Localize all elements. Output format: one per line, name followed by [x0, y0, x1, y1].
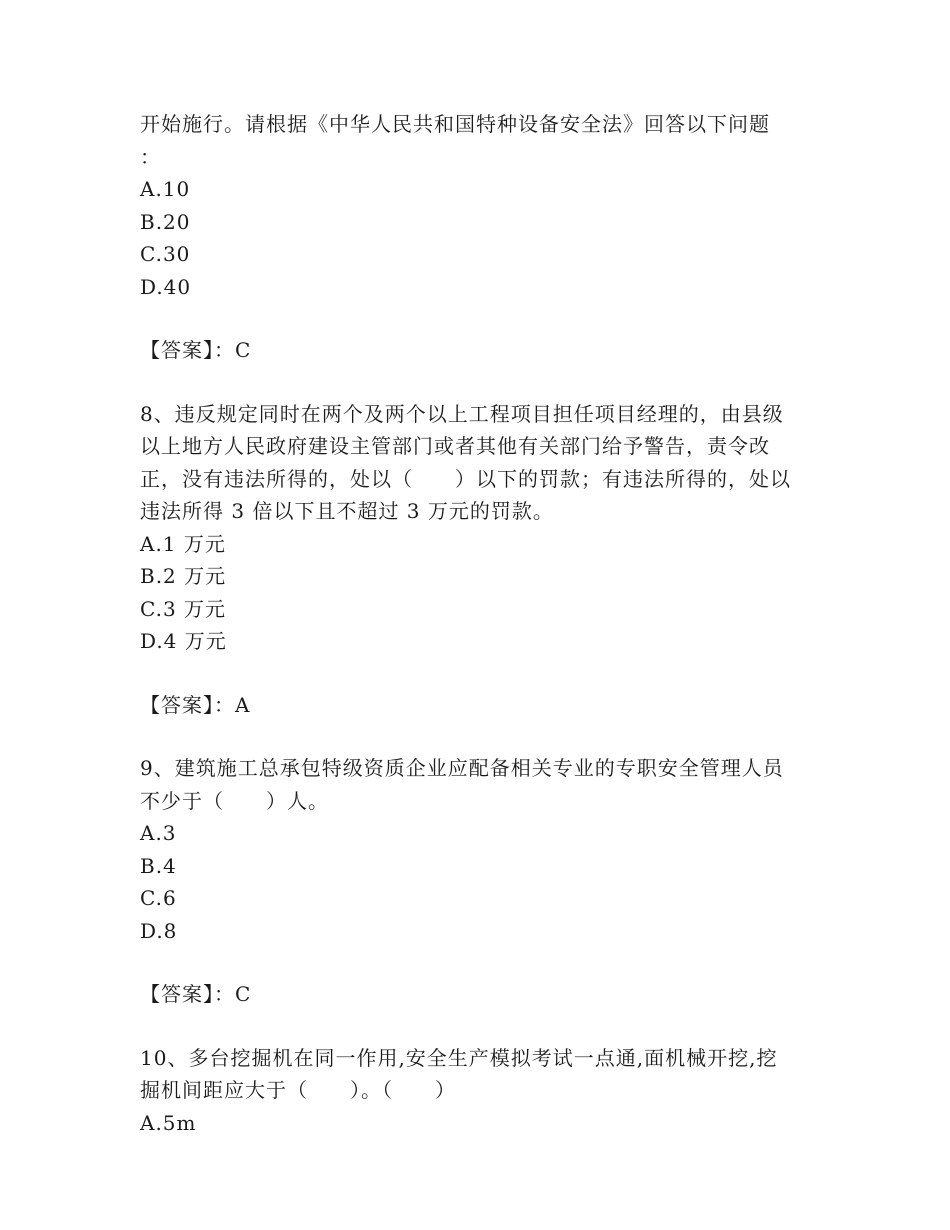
question-10	[140, 1042, 820, 1140]
option-b: B.20	[140, 209, 191, 234]
option-b: B.4	[140, 853, 177, 878]
document-page	[140, 108, 820, 1139]
question-stem-line: 8、违反规定同时在两个及两个以上工程项目担任项目经理的，由县级	[140, 401, 784, 426]
question-7	[140, 108, 820, 398]
question-stem-line: 掘机间距应大于（ ）。（ ）	[140, 1078, 456, 1102]
question-8	[140, 398, 820, 753]
spacer	[140, 658, 820, 689]
answer-line: 【答案】：A	[140, 692, 251, 717]
spacer	[140, 1011, 820, 1042]
option-c: C.6	[140, 886, 177, 910]
option-a: A.5m	[140, 1110, 197, 1135]
option-a: A.10	[140, 177, 191, 201]
option-b: B.2 万元	[140, 564, 227, 588]
question-stem-line: 违法所得 3 倍以下且不超过 3 万元的罚款。	[140, 499, 554, 523]
spacer	[140, 721, 820, 752]
answer-line: 【答案】：C	[140, 338, 252, 362]
question-9	[140, 752, 820, 1042]
spacer	[140, 947, 820, 978]
question-stem-line: 10、多台挖掘机在同一作用,安全生产模拟考试一点通,面机械开挖,挖	[140, 1045, 778, 1070]
answer-line: 【答案】：C	[140, 982, 252, 1006]
option-c: C.3 万元	[140, 596, 227, 621]
option-a: A.3	[140, 821, 177, 845]
question-stem-line: 9、建筑施工总承包特级资质企业应配备相关专业的专职安全管理人员	[140, 756, 784, 780]
spacer	[140, 303, 820, 334]
option-d: D.4 万元	[140, 629, 227, 653]
option-c: C.30	[140, 242, 191, 266]
option-d: D.8	[140, 918, 178, 943]
option-d: D.40	[140, 274, 192, 299]
question-stem-line: 开始施行。请根据《中华人民共和国特种设备安全法》回答以下问题	[140, 112, 770, 136]
spacer	[140, 367, 820, 398]
question-stem-line: ：	[140, 144, 161, 169]
question-stem-line: 以上地方人民政府建设主管部门或者其他有关部门给予警告，责令改	[140, 434, 770, 458]
option-a: A.1 万元	[140, 531, 226, 556]
question-stem-line: 正，没有违法所得的，处以（ ）以下的罚款；有违法所得的，处以	[140, 466, 791, 491]
question-stem-line: 不少于（ ）人。	[140, 788, 329, 813]
